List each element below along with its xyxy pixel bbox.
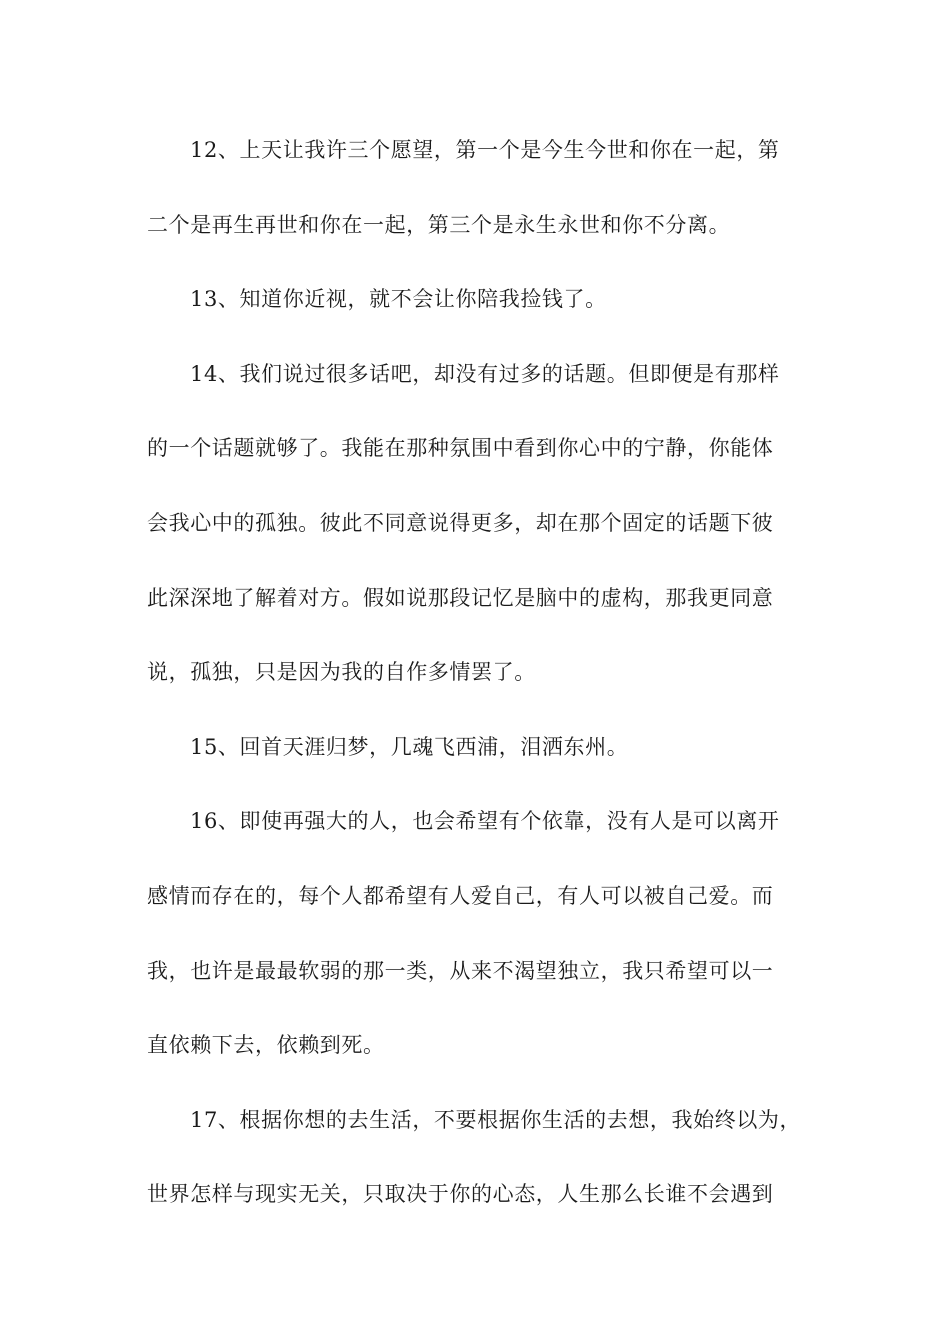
text-line: 此深深地了解着对方。假如说那段记忆是脑中的虚构，那我更同意 [147,585,774,610]
text-line: 12、上天让我许三个愿望，第一个是今生今世和你在一起，第 [190,138,780,162]
text-line: 15、回首天涯归梦，几魂飞西浦，泪洒东州。 [190,734,629,759]
text-line: 世界怎样与现实无关，只取决于你的心态，人生那么长谁不会遇到 [147,1182,774,1207]
text-line: 的一个话题就够了。我能在那种氛围中看到你心中的宁静，你能体 [147,436,774,461]
text-line: 说，孤独，只是因为我的自作多情罢了。 [147,660,536,685]
text-line: 会我心中的孤独。彼此不同意说得更多，却在那个固定的话题下彼 [147,510,774,535]
text-line: 16、即使再强大的人，也会希望有个依靠，没有人是可以离开 [190,809,780,834]
text-line: 直依赖下去，依赖到死。 [147,1033,385,1058]
text-line: 我，也许是最最软弱的那一类，从来不渴望独立，我只希望可以一 [147,958,774,983]
text-line: 13、知道你近视，就不会让你陪我捡钱了。 [190,287,607,312]
text-line: 二个是再生再世和你在一起，第三个是永生永世和你不分离。 [147,212,731,237]
text-line: 17、根据你想的去生活，不要根据你生活的去想，我始终以为， [190,1107,802,1132]
document-body [147,128,802,1247]
text-line: 感情而存在的，每个人都希望有人爱自己，有人可以被自己爱。而 [147,883,774,908]
text-line: 14、我们说过很多话吧，却没有过多的话题。但即便是有那样 [190,361,780,386]
